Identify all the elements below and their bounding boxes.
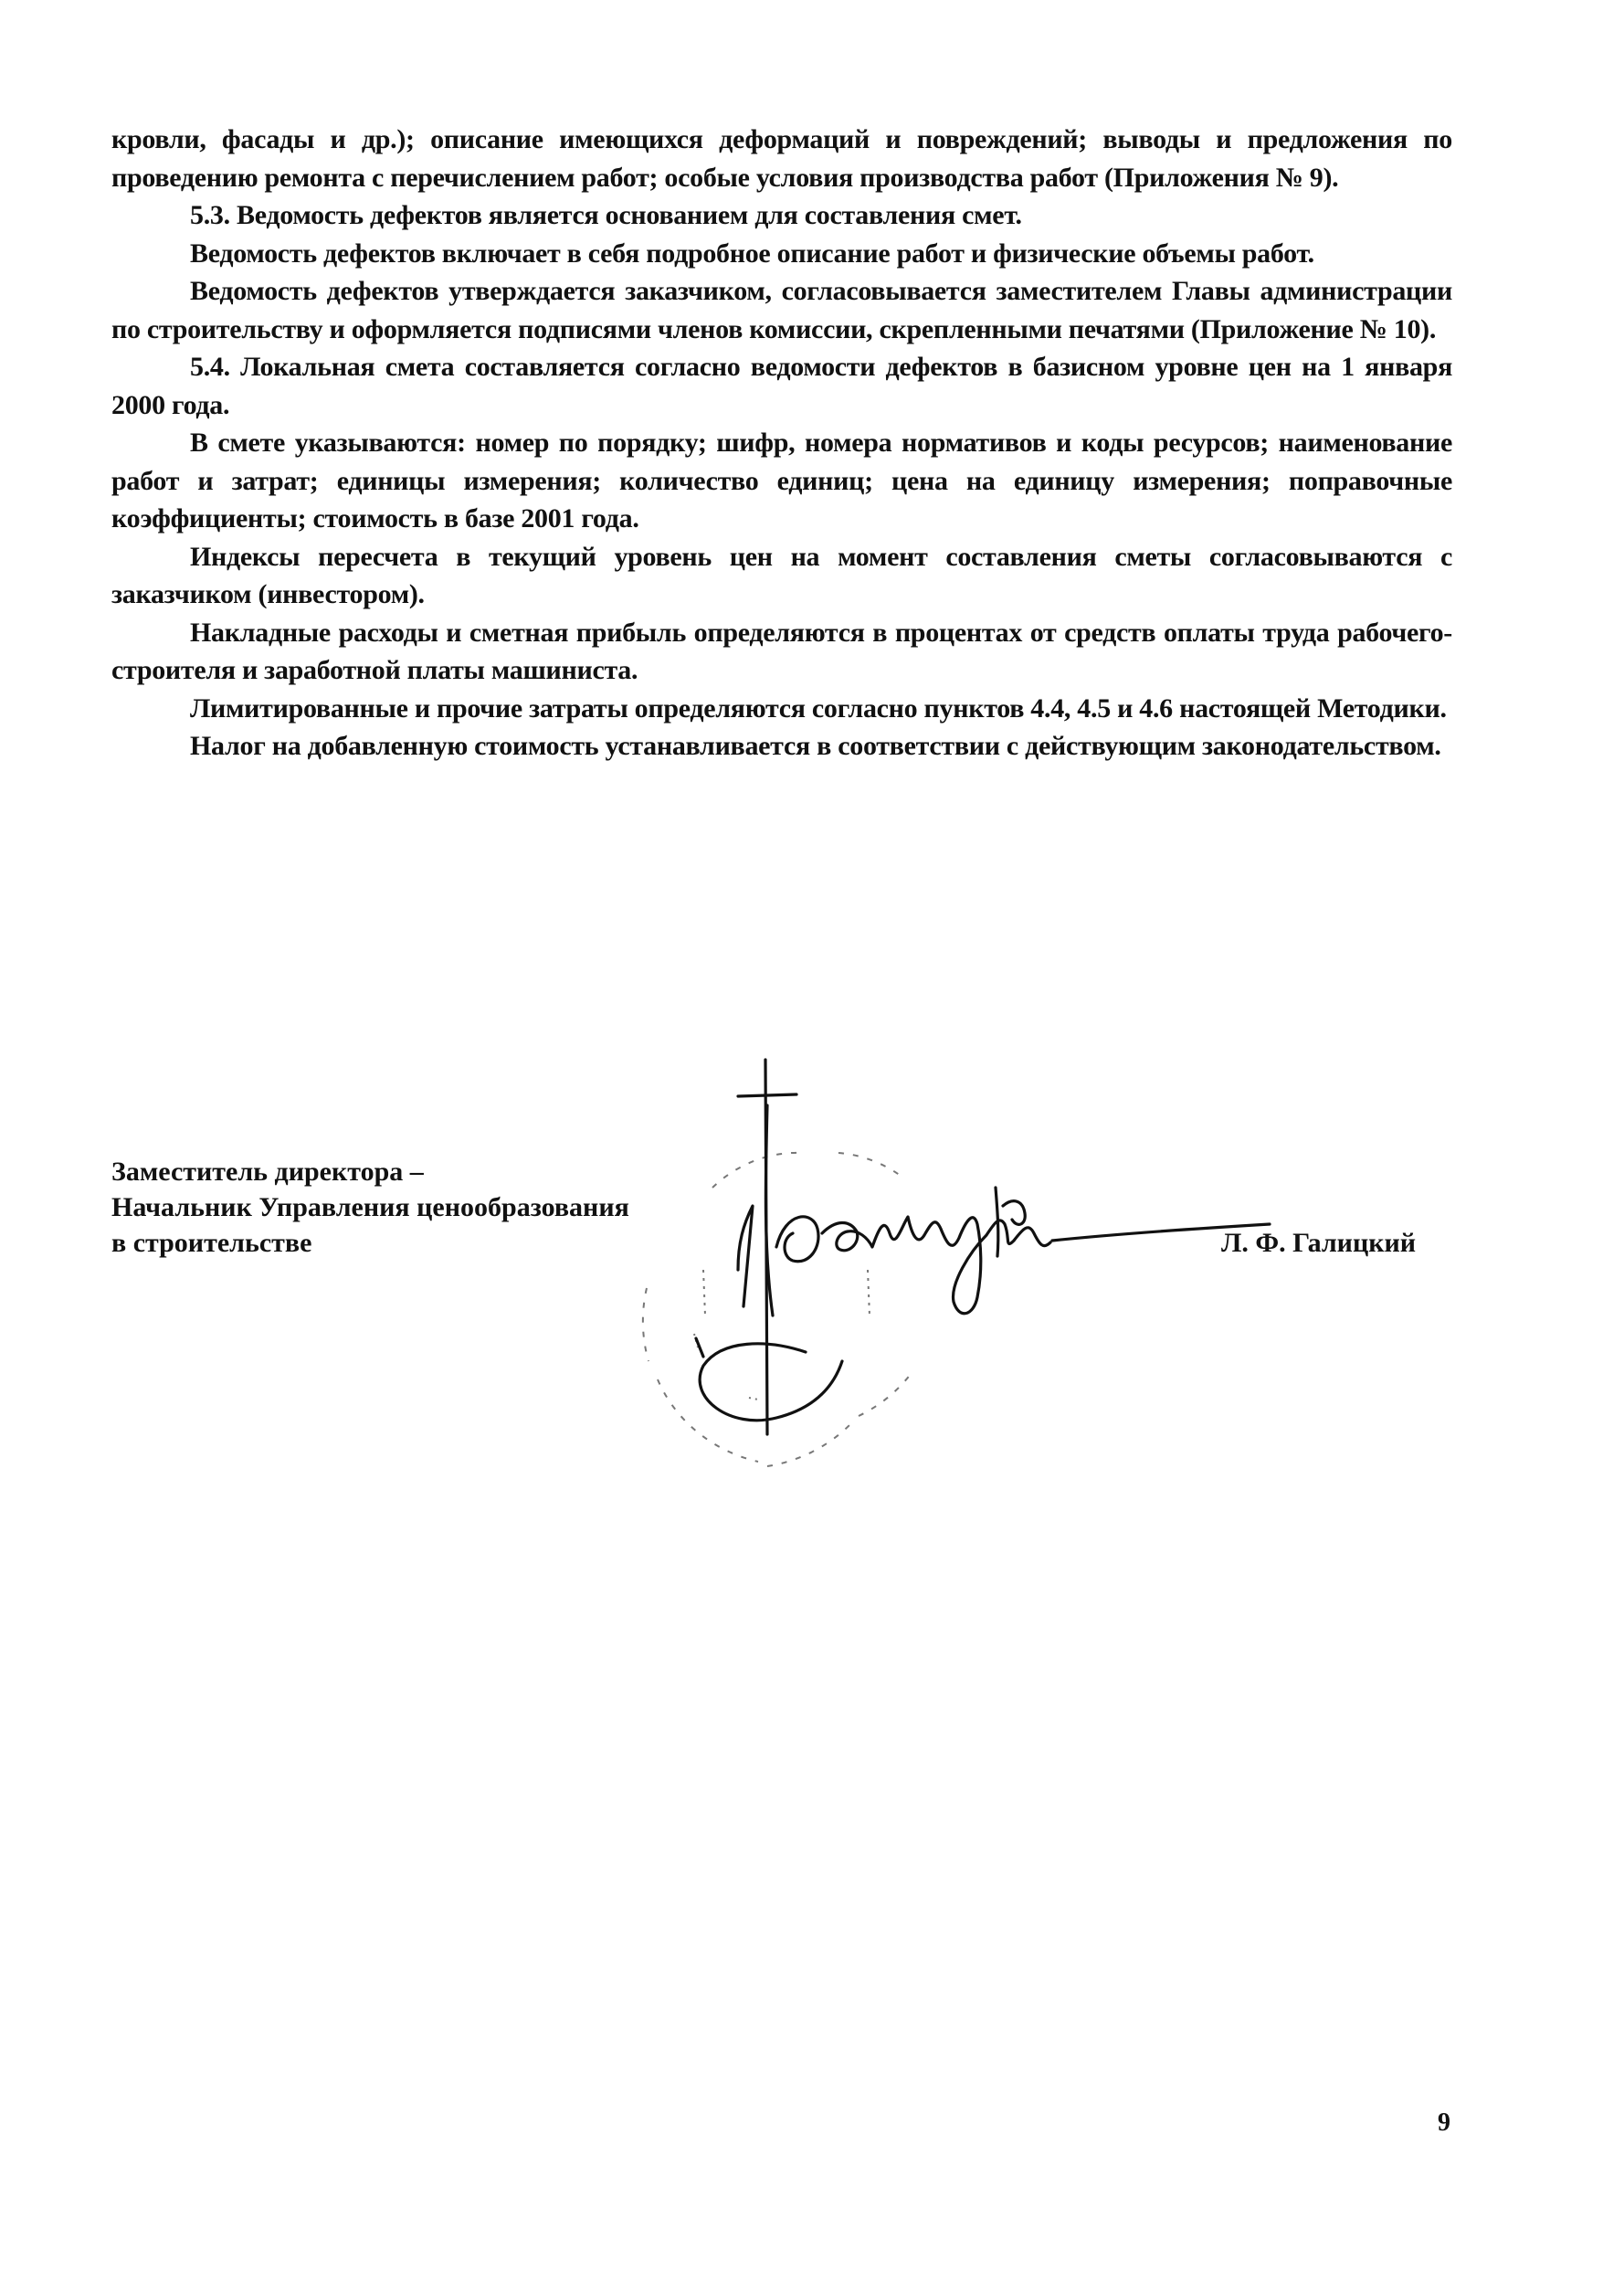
paragraph-estimate-contents: В смете указываются: номер по порядку; шифр, номера нормативов и коды ресурсов; наименование работ и затрат; единицы измерения; количество единиц; цена на единицу измерения; поправочные коэффициенты; стоимость в базе 2001 года. bbox=[111, 428, 1452, 534]
paragraph-5-4: 5.4. Локальная смета составляется согласно ведомости дефектов в базисном уровне цен на 1 января 2000 года. bbox=[111, 352, 1452, 420]
paragraph-5-3: 5.3. Ведомость дефектов является основанием для составления смет. bbox=[190, 200, 1022, 230]
signatory-position-line: Начальник Управления ценообразования bbox=[111, 1192, 629, 1222]
paragraph-indices: Индексы пересчета в текущий уровень цен на момент составления сметы согласовываются с заказчиком (инвестором). bbox=[111, 541, 1452, 609]
paragraph-limited-costs: Лимитированные и прочие затраты определяются согласно пунктов 4.4, 4.5 и 4.6 настоящей Методики. bbox=[190, 692, 1447, 724]
paragraph-overhead: Накладные расходы и сметная прибыль определяются в процентах от средств оплаты труда рабочего-строителя и заработной платы машиниста. bbox=[111, 617, 1452, 685]
signatory-position bbox=[111, 1154, 629, 1261]
paragraph-vat: Налог на добавленную стоимость устанавливается в соответствии с действующим законодательством. bbox=[190, 731, 1441, 761]
page-number: 9 bbox=[1438, 2108, 1450, 2137]
stamp-seal bbox=[643, 1153, 913, 1466]
signature-strokes bbox=[696, 1060, 1270, 1434]
paragraph-defects-approval: Ведомость дефектов утверждается заказчиком, согласовывается заместителем Главы администрации по строительству и оформляется подписями членов комиссии, скрепленными печатями (Приложение № 10). bbox=[111, 276, 1452, 344]
stamp-and-signature-image bbox=[630, 1041, 1288, 1480]
signatory-name: Л. Ф. Галицкий bbox=[1221, 1228, 1417, 1258]
body-text bbox=[111, 121, 1452, 766]
paragraph-defects-content: Ведомость дефектов включает в себя подробное описание работ и физические объемы работ. bbox=[190, 238, 1314, 269]
paragraph-continuation: кровли, фасады и др.); описание имеющихся деформаций и повреждений; выводы и предложения по проведению ремонта с перечислением работ; особые условия производства работ (Приложения № 9). bbox=[111, 124, 1452, 193]
signatory-position-line: в строительстве bbox=[111, 1228, 312, 1258]
signatory-position-line: Заместитель директора – bbox=[111, 1157, 424, 1187]
